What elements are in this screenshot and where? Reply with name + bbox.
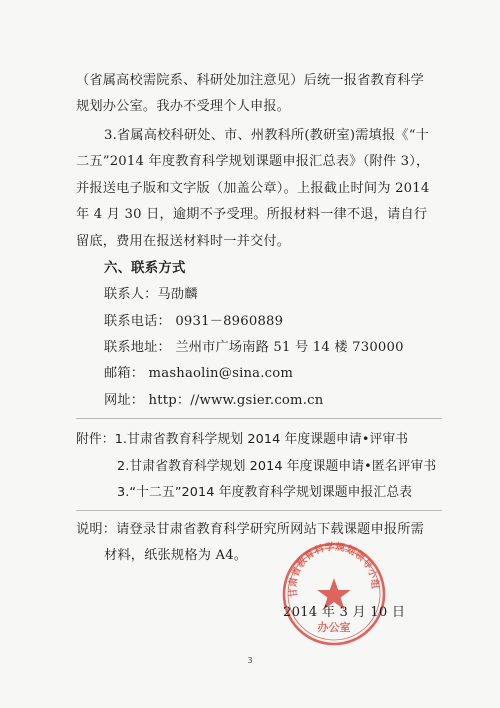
paragraph-line: 二五”2014 年度教育科学规划课题申报汇总表》（附件 3）， (76, 154, 430, 169)
note-line: 说明：请登录甘肃省教育科学研究所网站下载课题申报所需 (76, 522, 425, 537)
paragraph-line: 规划办公室。我办不受理个人申报。 (76, 99, 291, 114)
contact-email: 邮箱： mashaolin@sina.com (104, 366, 294, 381)
paragraph-line: 留底，费用在报送材料时一并交付。 (76, 234, 291, 249)
page-number: 3 (247, 656, 253, 665)
svg-text:办公室: 办公室 (317, 621, 351, 634)
paragraph-line: 年 4 月 30 日，逾期不予受理。所报材料一律不退，请自行 (76, 207, 428, 222)
attachment-item-1: 附件：1.甘肃省教育科学规划 2014 年度课题申请•评审书 (76, 432, 409, 447)
official-seal (278, 538, 390, 650)
contact-website: 网址： http：//www.gsier.com.cn (104, 393, 324, 408)
svg-text:甘肃省教育科学规划领导小组: 甘肃省教育科学规划领导小组 (287, 541, 381, 599)
section-heading: 六、联系方式 (104, 261, 186, 276)
divider (76, 510, 442, 511)
attachment-item-2: 2.甘肃省教育科学规划 2014 年度课题申请•匿名评审书 (117, 459, 437, 474)
paragraph-line: 3.省属高校科研处、市、州教科所(教研室)需填报《“十 (104, 128, 430, 143)
paragraph-line: （省属高校需院系、科研处加注意见）后统一报省教育科学 (76, 73, 425, 88)
note-line: 材料，纸张规格为 A4。 (104, 548, 248, 563)
signoff-date: 2014 年 3 月 10 日 (283, 605, 406, 620)
contact-phone: 联系电话： 0931－8960889 (104, 314, 284, 329)
divider (76, 418, 442, 419)
paragraph-line: 并报送电子版和文字版（加盖公章）。上报截止时间为 2014 (76, 181, 430, 196)
contact-person: 联系人：马劭麟 (104, 287, 198, 302)
attachment-item-3: 3.“十二五”2014 年度教育科学规划课题申报汇总表 (117, 485, 413, 500)
contact-address: 联系地址： 兰州市广场南路 51 号 14 楼 730000 (104, 340, 404, 355)
